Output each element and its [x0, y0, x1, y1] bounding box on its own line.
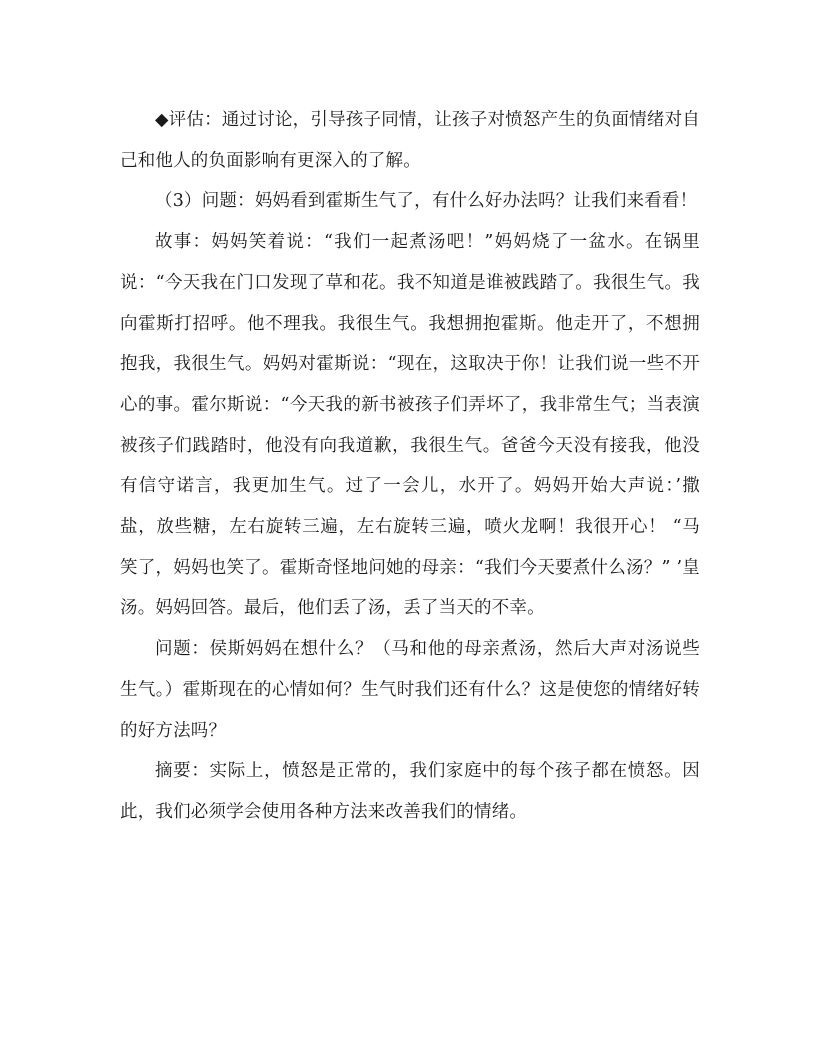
document-body	[120, 100, 700, 833]
paragraph-story: 故事：妈妈笑着说：“我们一起煮汤吧！”妈妈烧了一盆水。在锅里说：“今天我在门口发现了草和花。我不知道是谁被践踏了。我很生气。我向霍斯打招呼。他不理我。我很生气。我想拥抱霍斯。他走开了，不想拥抱我，我很生气。妈妈对霍斯说：“现在，这取决于你！让我们说一些不开心的事。霍尔斯说：“今天我的新书被孩子们弄坏了，我非常生气；当表演被孩子们践踏时，他没有向我道歉，我很生气。爸爸今天没有接我，他没有信守诺言，我更加生气。过了一会儿，水开了。妈妈开始大声说：’撒盐，放些糖，左右旋转三遍，左右旋转三遍，喷火龙啊！我很开心！ “马笑了，妈妈也笑了。霍斯奇怪地问她的母亲：“我们今天要煮什么汤？” ’皇汤。妈妈回答。最后，他们丢了汤，丢了当天的不幸。	[120, 232, 700, 619]
paragraph-question-3: （3）问题：妈妈看到霍斯生气了，有什么好办法吗？让我们来看看！	[155, 191, 698, 212]
paragraph-evaluation: ◆评估：通过讨论，引导孩子同情，让孩子对愤怒产生的负面情绪对自己和他人的负面影响有更深入的了解。	[120, 110, 700, 171]
paragraph-summary: 摘要：实际上，愤怒是正常的，我们家庭中的每个孩子都在愤怒。因此，我们必须学会使用各种方法来改善我们的情绪。	[120, 761, 700, 822]
paragraph-questions: 问题：侯斯妈妈在想什么？（马和他的母亲煮汤，然后大声对汤说些生气。）霍斯现在的心情如何？生气时我们还有什么？这是使您的情绪好转的好方法吗？	[120, 639, 700, 741]
